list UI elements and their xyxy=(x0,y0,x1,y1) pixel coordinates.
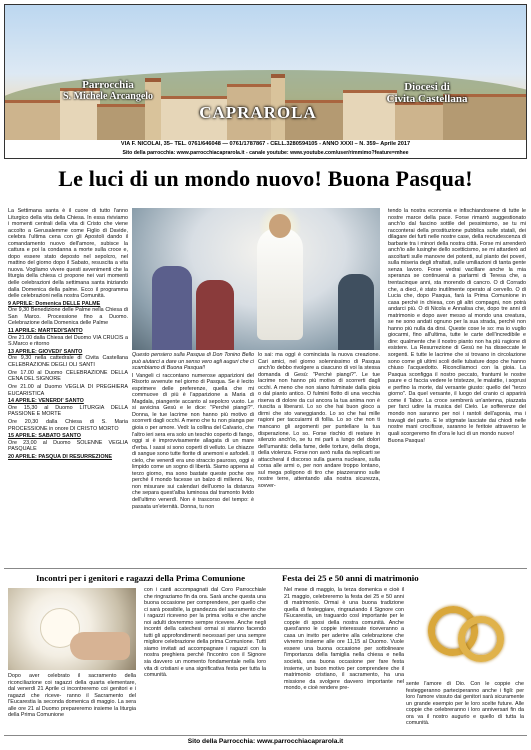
event-item xyxy=(8,328,128,348)
diocese-city: Civita Castellana xyxy=(386,93,468,105)
reflection-text: I Vangeli ci raccontano numerose apparizioni del Risorto avvenute nel giorno di Pasqua. Se è lecito esprimere delle preferenze, quella che mi commuove di più è l'apparizione a Maria di Magdala, piangente accanto al sepolcro vuoto. Le si avvicina Gesù e le dice: "Perché piangi?". Donna, le tue lacrime non hanno più motivo di scorrerti dagli occhi. A meno che tu non pianga per gioia o per amore. Vedi: la collina del Calvario, che l'altro ieri sera era solo un teschio coperto di fango, oggi si è improvvisamente allagata di un mare d'erba. I sassi si sono coperti di velluto. Le chiazze di sangue sono tutte fiorite di anemoni e asfodeli. Il cielo, che venerdì era uno straccio pauroso, oggi è limpido come un sogno di libertà. Siamo appena al terzo giorno, ma sono bastate queste poche ore perché il mondo facesse un balzo di millenni. No, non misurare sui calendari dell'uomo la distanza che separa quest'alba luminosa dal tramonto livido dell'ultimo venerdì. Non è trascorso del tempo: è passata un'eternità. Donna, tu non xyxy=(132,372,254,510)
event-heading: 20 APRILE: PASQUA DI RESURREZIONE xyxy=(8,454,113,461)
town-title: CAPRAROLA xyxy=(199,103,317,122)
event-heading: 11 APRILE: MARTEDI'SANTO xyxy=(8,328,83,335)
communion-text-1: Dopo aver celebrato il sacramento della riconciliazione coi ragazzi della quarta elementare, dal venerdì 21 Aprile ci incontreremo coi genitori e i ragazzi che riceve- ranno il Sacramento del l'Eucarestia la seconda domenica di maggio. La sera alle ore 21 al Duomo prepareremo insieme la liturgia della Prima Comunione xyxy=(8,673,136,719)
parish-saint: S. Michele Arcangelo xyxy=(62,91,154,102)
event-text: Ore 9,30 Benedizione delle Palme nella Chiesa di San Marco. Processione fino a Duomo. Celebrazione della Domenica delle Palme xyxy=(8,307,128,327)
main-headline: Le luci di un mondo nuovo! Buona Pasqua! xyxy=(58,166,473,191)
communion-text-2: con i canti accompagnati dal Coro Parrocchiale che ringraziamo fin da ora. Sarà anche questa una buona occasione per comprendere, per quello che ci sarà possibile, la grandezza del sacramento che i ragazzi riceveno per la prima volta e che anche noi adulti dovremmo sempre ricevere. Anche negli incontri della catechesi ormai si stanno facendo tutti gli approfondimenti necessari per una sempre migliore celebrazione della prima Comunione. Tutti siamo invitati ad accompagnare i ragazzi con la nostra preghiera perché l'incontro con il Signore sia davvero un momento fondamentale nella loro vita di cristiani e una significativa festa per tutta la comunità. xyxy=(144,587,266,679)
event-item xyxy=(8,301,128,327)
communion-section-title: Incontri per i genitori e ragazzi della Prima Comunione xyxy=(36,573,245,583)
section-divider xyxy=(4,568,527,569)
contact-info-line: VIA F. NICOLAI, 35– TEL. 0761/646048 — 0761/1787867 - CELL.3280594105 - ANNO XXXI – N. 359– Aprile 2017 xyxy=(5,140,526,149)
wedding-rings-image xyxy=(406,588,524,678)
event-item xyxy=(8,454,128,461)
reflection-caption: Questo pensiero sulla Pasqua di Don Tonino Bello può aiutarci a dare un senso vero agli auguri che ci scambiamo di Buona Pasqua!! xyxy=(132,352,254,372)
reflection-text-2: lo sai: ma oggì è cominciata la nuova creazione. Cari amici, nel giorno solennissimo di Pasqua anch'io debbo rivolgere a ciascuno di voi la stessa domanda di Gesù: "Perché piangi?". Le tue lacrime non hanno più motivo di scorrerti dagli occhi. A meno che non siano fulminate dalla gioia o dal pianto antico. O fulmini flotto di una vecchia riserva di dolore da cui ancora la tua anima non è riuscita a liberarsi. Lo so che hai buon gioco a dirmi che sto vaneggiando. Lo so che hai mille ragioni per taccuiarmi di follia. Lo so che non ti mancano gli argomenti per puntellare la tua disperazione. Lo so. Forse rischio di restare in silenzio anch'io, se tu mi parli a lungo del dolori dell'umanità: della fame, delle torture, della droga, della violenza. Forse non avrò nulla da replicarti se attaccheral il discorso sulla guerra nucleare, sulla corsa alle armi o, per non andare troppo lontano, sul mega poligono di tiro che piazzeranno sulle nostre terre, attentando alla nostra sicurezza, sovver- xyxy=(258,352,380,489)
event-heading: 14 APRILE: VENERDI' SANTO xyxy=(8,398,84,405)
holy-week-intro: La Settimana santa è il cuore di tutto l'anno Liturgico della vita della Chiesa. In essa riviviamo i momenti centrali della vita di Cristo che viene accolto a Gerusalemme come Figlio di Davide, celebra l'ultima cena con gli Apostoli dando il comandamento nuovo dell'amore, subisce la cattura e poi la condanna a morte sulla croce e, dopo essere stato deposto nel sepolcro, nel mattino del giorno dopo il Sabato, resuscita a vita nuova. Vogliamo vivere questi avvenimenti che la liturgia della chiesa ci propone nei vari momenti delle celebrazioni della settimana santa iniziando dalla Domenica della palme. Ecco il programma delle celebrazioni nella nostra Comunità. xyxy=(8,208,128,300)
event-text: Ore 21.00 al Duomo VEGLIA DI PREGHIERA EUCARISTICA xyxy=(8,383,128,397)
event-heading: 9 APRILE: Domenica DELLE PALME xyxy=(8,300,101,307)
masthead-title xyxy=(193,103,323,123)
event-text: Ore 21.00 dalla Chiesa del Duomo VIA CRUCIS a S.Marco e ritorno xyxy=(8,334,128,348)
parish-name xyxy=(53,79,163,102)
event-text: Ore 15,30 al Duomo LITURGIA DELLA PASSIONE E MORTE xyxy=(8,404,128,418)
event-item xyxy=(8,349,128,369)
event-item xyxy=(8,398,128,418)
event-text: Ore 23,00 al Duomo SOLENNE VEGLIA PASQUALE xyxy=(8,439,128,453)
event-heading: 13 APRILE: GIOVEDI' SANTO xyxy=(8,348,83,355)
reflection-text-3: tendo la nostra economia e infischiandosene di tutte le nostre marce della pace. Forse rimarrò suggestionato anch'io dal fascino sottile del pessimismo, se tu mi racconterai della prostituzione pubblica sulle statali, dei dilagare dei furti nelle nostre case, della recrudescenza di barbarie tra i minori della nostra città. Forse mi arrenderò anch'io alle lusinghe dello scetticismo, se mi attarderò ad ascoltarti sulle manovre dei potenti, sul pianto dei poveri, sulla miseria degli sfrattati, sulle umiliazioni di tanta gente senza lavoro. Forse vedrai vacillare anche la mia speranza se continuerai a parlarmi di Teresa che, a trentacinque anni, sta morendo di cancro. O di Corrado che, a dieci, è stato inutilmente operato al cervello. O di Lucia che, dopo Pasqua, farà la Prima Comunione in casa perché in chiesa, con gli altri compagni, non potrà andarci più. O di Nicola e Annalisa che, dopo tre anni di matrimonio e dopo aver messo al mondo una creatura, se ne sono andati ognuno per la sua strada, perché non hanno più nulla da dirsi. Queste cose le so: ma io vuglio giocarmi, fino all'ultima, tutte le carte dell'incredibile e dire: qualmente che il nostro pianto non ha più ragione di esistere. La Resurrezione di Gesù ne ha disseccate le sorgenti. E tutte le lacrime che si trovano in circolazione sono come gli ultimi scoli delle tubature dopo che hanno chiuso l'acquedotto. Riconciliamoci con la gioia. La Pasqua sconfigga il nostro peccato, frantumi le nostre paure e ci faccia vedere le tristezze, le malattie, i soprusi e perfino la morte, dal versante giusto: quello del "terzo giorno". Da quel versante, il luogo del cranio ci apparirà come il Tabor. La croce sembrerà un'antenna, piazzata per farci udire la musica del Cielo. Le sofferenze del mondo non saranno per noi i rantoli dell'agonia, ma i travagli del parto. E le stigmate lasciate dai chiodi nelle nostre mani crocifisse, saranno le feritoie attraverso le quali scorgeremo fin d'ora le luci di un mondo nuovo! xyxy=(388,208,526,437)
website-line[interactable]: Sito della parrocchia: www.parrocchiacaprarola.it - canale youtube: www.youtube.com/user/rimmimo?feature=mhee xyxy=(5,149,526,158)
masthead xyxy=(4,4,527,159)
event-text: Ore 17.00 al Duomo CELEBRAZIONE DELLA CENA DEL SIGNORE xyxy=(8,369,128,383)
anniversary-text-1: Nel mese di maggio, la terza domenica e cioè il 21 maggio, celebreremo la festa dei 25 e 50 anni di matrimonio. Ormai è una buona tradizione quella di festeggiare, ringraziando il Signore con l'Eucarestia, un traguardo così importante per le coppie di sposi della nostra comunità. Anche quest'anno le coppie interessate riceveranno a casa un invito per aderire alla celebrazione che vivremo insieme alle ore 11,15 al Duomo. Vuole essere una buona occasione per sottolineare l'importanza della famiglia nella chiesa e nella società, una buona occasione per fare festa insieme, un buon motivo per comprendere che il matrimonio cristiano, il sacramento, ha una missione da svolgere davvero importante nel mondo, e cioè rendere pre- xyxy=(284,587,404,692)
easter-reflection-column-2 xyxy=(258,352,380,566)
holy-week-column xyxy=(8,208,128,566)
diocese-label: Diocesi di xyxy=(404,81,450,93)
footer-website[interactable]: Sito della Parrocchia: www.parrocchiacaprarola.it xyxy=(4,735,527,748)
easter-reflection-column xyxy=(132,352,254,566)
event-item xyxy=(8,433,128,453)
anniversary-text-2: sente l'amore di Dio. Con le coppie che festeggeranno parteciperanno anche i figli: per loro l'amore vissuto dai genitori sarà sicuramente un grande esempio per le loro scelte future. Alle coppie che celebreranno i loro anniversari fin da ora va il nostro augurio e quello di tutta la comunità. xyxy=(406,681,524,727)
diocese-name xyxy=(367,81,487,105)
easter-reflection-column-3 xyxy=(388,208,526,566)
closing-greeting: Buona Pasqua! xyxy=(388,438,425,445)
communion-image xyxy=(8,588,136,670)
event-heading: 15 APRILE: SABATO SANTO xyxy=(8,433,81,440)
event-text: Ore 20,30 dalla Chiesa di S. Maria PROCESSIONE in onore DI CRISTO MORTO xyxy=(8,419,128,432)
event-item xyxy=(8,384,128,397)
parish-label: Parrocchia xyxy=(82,79,134,91)
event-text: Ore 9,30 nella cattedrale di Civita Castellana CELEBRAZIONE DEGLI OLI SANTI xyxy=(8,355,128,368)
resurrection-image xyxy=(132,208,380,350)
event-item xyxy=(8,419,128,432)
anniversary-section-title: Festa dei 25 e 50 anni di matrimonio xyxy=(282,573,419,583)
event-item xyxy=(8,370,128,383)
